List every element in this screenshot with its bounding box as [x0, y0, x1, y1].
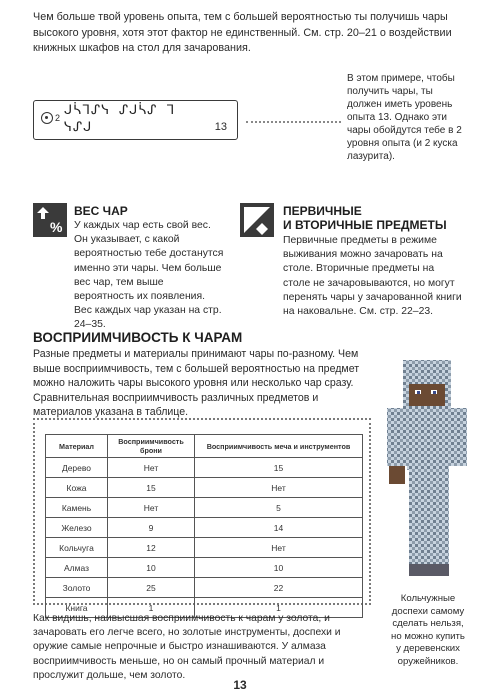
cell-material: Кольчуга [46, 538, 108, 558]
header-armor: Восприимчивость брони [108, 435, 195, 458]
weight-title: ВЕС ЧАР [74, 204, 128, 218]
example-note: В этом примере, чтобы получить чары, ты должен иметь уровень опыта 13. Однако эти чары обойдутся тебе в 2 уровня опыта (и 2 куска лазурита). [347, 73, 462, 162]
cell-sword: 1 [195, 598, 363, 618]
cell-sword: 15 [195, 458, 363, 478]
cell-armor: 9 [108, 518, 195, 538]
cell-material: Алмаз [46, 558, 108, 578]
cell-material: Книга [46, 598, 108, 618]
percent-arrow-icon [33, 203, 67, 237]
conclusion-paragraph: Как видишь, наивысшая восприимчивость к чарам у золота, и зачаровать его легче всего, но золотые инструменты, доспехи и оружие самые непрочные и быстро изнашиваются. У алмаза восприимчивость меньше, но он самый прочный материал и прослужит дольше, чем золото. [33, 613, 341, 681]
dotted-pointer-line [246, 121, 341, 123]
galactic-rune-text-1: ᒍᓵᒣᔑᓭ ᔑᒍᓵᔑ ᒣ [64, 103, 176, 118]
table-header-row [46, 435, 363, 458]
table-row [46, 558, 363, 578]
cell-sword: Нет [195, 538, 363, 558]
cell-sword: 10 [195, 558, 363, 578]
table-row [46, 498, 363, 518]
cell-material: Железо [46, 518, 108, 538]
cell-sword: 22 [195, 578, 363, 598]
susceptibility-table [45, 434, 363, 618]
susceptibility-title: ВОСПРИИМЧИВОСТЬ К ЧАРАМ [33, 330, 243, 345]
cell-armor: 25 [108, 578, 195, 598]
cell-armor: Нет [108, 458, 195, 478]
cell-material: Золото [46, 578, 108, 598]
svg-text:%: % [50, 219, 63, 235]
table-row [46, 518, 363, 538]
cell-armor: 1 [108, 598, 195, 618]
cell-sword: 5 [195, 498, 363, 518]
weight-text: У каждых чар есть свой вес. Он указывает, с какой вероятностью тебе достанутся именно эти чары. Чем больше вес чар, тем выше вероятность их появления. Вес каждых чар указан на стр. 24–35. [74, 220, 224, 331]
enchant-cost: 13 [214, 121, 227, 133]
cell-sword: 14 [195, 518, 363, 538]
cell-material: Дерево [46, 458, 108, 478]
cell-armor: Нет [108, 498, 195, 518]
page-number: 13 [233, 678, 247, 692]
susceptibility-text: Разные предметы и материалы принимают чары по-разному. Чем выше восприимчивость, тем с большей вероятностью на предмет можно наложить чары высокого уровня или несколько чар сразу. Сравнительная восприимчивость различных предметов и материалов указана в таблице. [33, 348, 360, 418]
galactic-rune-text-2: ᓭᔑᒍ [64, 120, 93, 135]
items-title-2: И ВТОРИЧНЫЕ ПРЕДМЕТЫ [283, 218, 447, 232]
susceptibility-table-frame [33, 418, 371, 613]
primary-secondary-icon [240, 203, 274, 237]
cell-sword: Нет [195, 478, 363, 498]
weight-text-block [74, 219, 224, 333]
items-title-1: ПЕРВИЧНЫЕ [283, 204, 362, 218]
table-row [46, 538, 363, 558]
enchant-level: 2 [55, 113, 61, 123]
enchantment-option-example [33, 100, 238, 140]
figure-caption: Кольчужные доспехи самому сделать нельзя, но можно купить у деревенских оружейников. [391, 593, 465, 667]
cell-armor: 10 [108, 558, 195, 578]
table-row [46, 578, 363, 598]
table-row [46, 458, 363, 478]
chainmail-character-illustration [373, 358, 473, 586]
cell-material: Камень [46, 498, 108, 518]
table-row [46, 478, 363, 498]
cell-armor: 12 [108, 538, 195, 558]
header-material: Материал [46, 435, 108, 458]
intro-paragraph: Чем больше твой уровень опыта, тем с большей вероятностью ты получишь чары высокого уровня, хотя этот фактор не единственный. См. стр. 20–21 о воздействии книжных шкафов на стол для зачарования. [33, 11, 452, 54]
header-sword-tools: Восприимчивость меча и инструментов [195, 435, 363, 458]
cell-material: Кожа [46, 478, 108, 498]
items-text: Первичные предметы в режиме выживания можно зачаровать на столе. Вторичные предметы на столе не зачаровываются, но могут перенять чары у зачарованной книги на наковальне. См. стр. 22–23. [283, 235, 462, 318]
lapis-slot-icon [41, 112, 53, 124]
cell-armor: 15 [108, 478, 195, 498]
